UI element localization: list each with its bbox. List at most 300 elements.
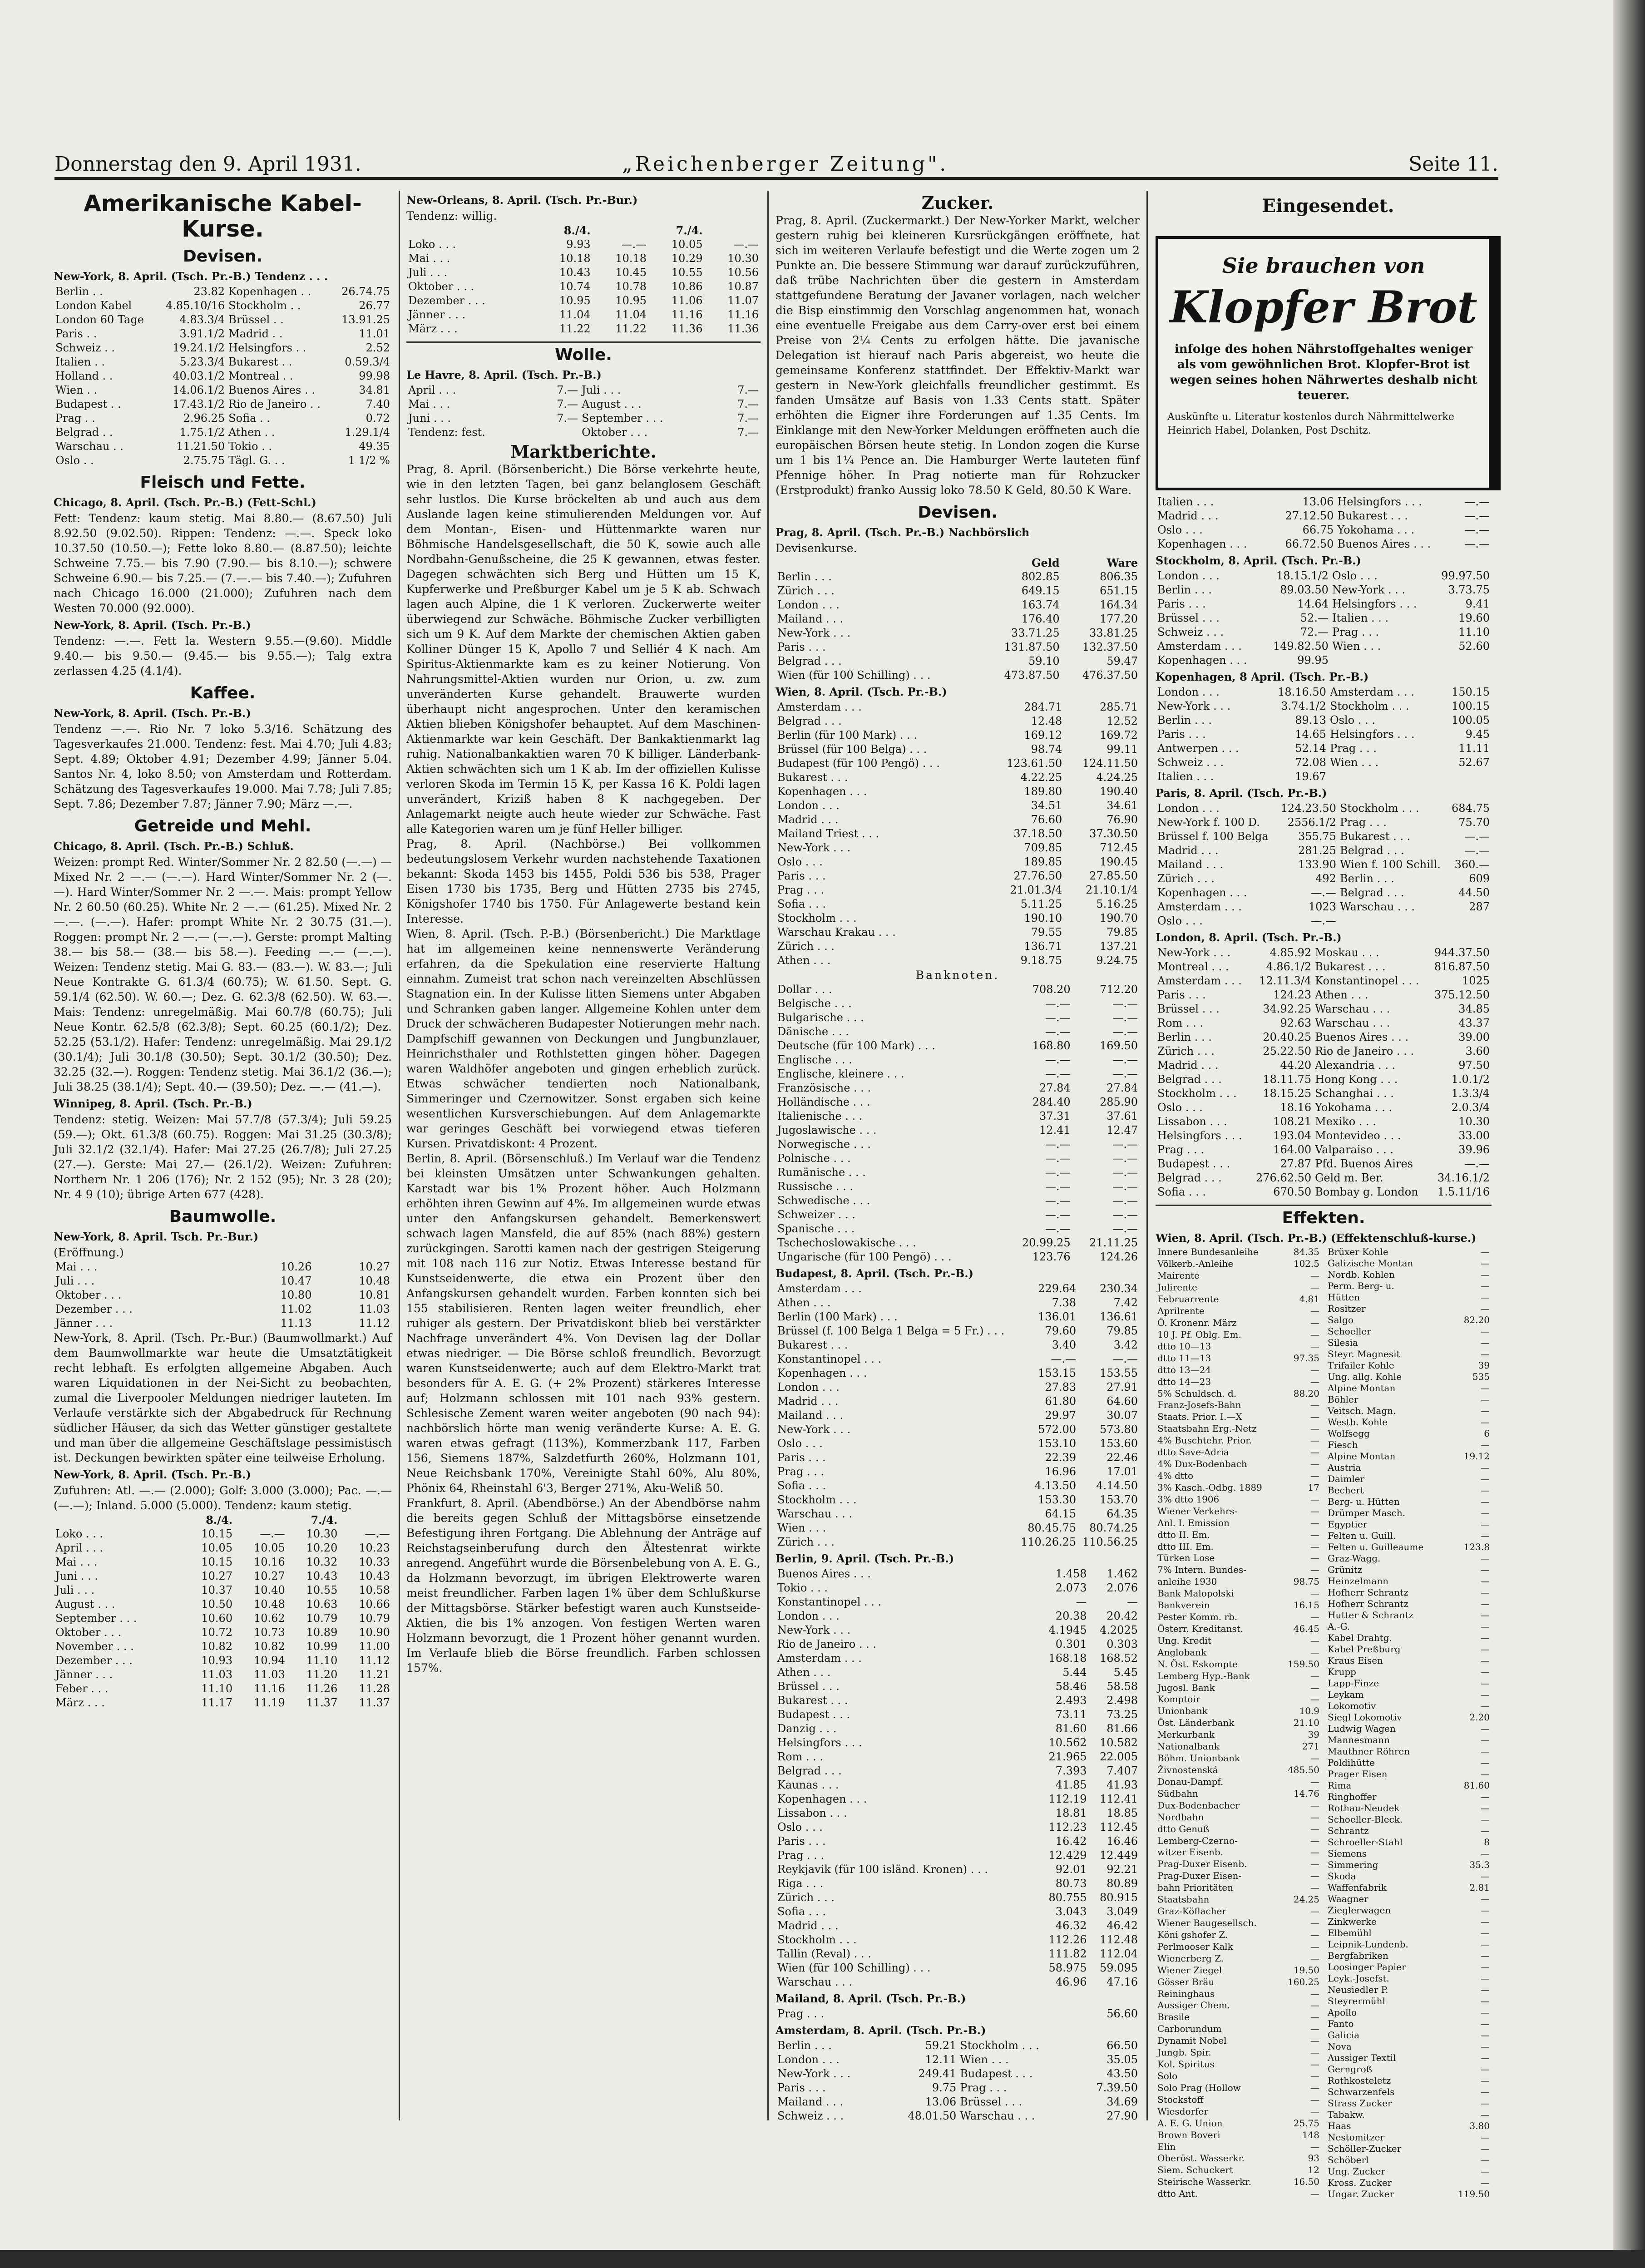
table-row bbox=[1156, 1717, 1321, 1729]
table-row bbox=[776, 1820, 1140, 1834]
table-cell: 153.15 bbox=[1038, 1367, 1077, 1379]
table-cell: dtto 10—13 bbox=[1157, 1340, 1211, 1352]
table-cell: London 60 Tage bbox=[55, 313, 144, 326]
table-cell: Kopenhagen . . . bbox=[1157, 654, 1247, 667]
table-row bbox=[776, 2067, 1140, 2081]
table-cell: Mailand . . . bbox=[777, 1409, 844, 1422]
table-cell: Warschau . . . bbox=[1315, 1017, 1390, 1029]
table-cell: 16.96 bbox=[1045, 1465, 1077, 1478]
ad-headline: Sie brauchen von bbox=[1222, 253, 1425, 278]
table-cell: Wienerberg Z. bbox=[1157, 1952, 1224, 1964]
table-cell: 73.11 bbox=[1055, 1708, 1087, 1721]
table-cell: —.— bbox=[1045, 1152, 1071, 1165]
table-row bbox=[54, 1696, 392, 1710]
table-row bbox=[1156, 611, 1492, 625]
table-cell: 10.23 bbox=[359, 1542, 390, 1554]
table-cell: Madrid . . . bbox=[777, 1395, 839, 1408]
table-cell: — bbox=[1310, 1682, 1319, 1693]
table-row bbox=[1156, 1729, 1321, 1741]
table-cell: —.— bbox=[1045, 1180, 1071, 1193]
table-cell: Innere Bundesanleihe bbox=[1157, 1246, 1259, 1258]
table-row bbox=[1156, 1847, 1321, 1858]
table-row bbox=[1156, 1858, 1321, 1870]
table-cell: 124.23 bbox=[1273, 988, 1312, 1001]
table-cell: 150.15 bbox=[1452, 686, 1490, 698]
table-cell: 27.83 bbox=[1045, 1381, 1077, 1393]
table-row bbox=[776, 1194, 1140, 1208]
table-cell: Staatsbahn bbox=[1157, 1894, 1210, 1905]
table-cell: — bbox=[1481, 2098, 1490, 2109]
table-row bbox=[1326, 2052, 1492, 2064]
table-cell: 670.50 bbox=[1273, 1186, 1312, 1198]
table-cell: Zürich . . . bbox=[777, 1536, 835, 1548]
table-row bbox=[1156, 1458, 1321, 1470]
table-cell: Belgrad . . . bbox=[777, 655, 842, 667]
table-cell: 10.62 bbox=[254, 1612, 285, 1625]
table-cell: dtto 11—13 bbox=[1157, 1352, 1211, 1364]
table-row bbox=[1326, 2007, 1492, 2018]
table-row bbox=[1326, 1632, 1492, 1644]
table-row bbox=[1156, 1529, 1321, 1541]
table-row bbox=[54, 1640, 392, 1654]
table-cell: Schroeller-Stahl bbox=[1328, 1837, 1403, 1848]
table-cell: 2.076 bbox=[1107, 1581, 1138, 1594]
table-cell: Öst. Länderbank bbox=[1157, 1717, 1235, 1729]
table-cell: — bbox=[1310, 1799, 1319, 1811]
table-cell: 136.71 bbox=[1024, 940, 1062, 953]
table-cell: 5.44 bbox=[1062, 1666, 1087, 1679]
table-cell: Loko . . . bbox=[408, 238, 456, 251]
table-cell: 10.43 bbox=[359, 1570, 390, 1582]
table-cell: 20.38 bbox=[1055, 1610, 1087, 1622]
table-cell: 7.407 bbox=[1107, 1764, 1138, 1777]
table-cell: —.— bbox=[1051, 1353, 1077, 1365]
table-cell: Lissabon . . . bbox=[777, 1807, 847, 1819]
table-cell: Oslo . . . bbox=[1157, 1101, 1203, 1114]
table-cell: 80.45.75 bbox=[1028, 1522, 1077, 1534]
table-row bbox=[776, 883, 1140, 897]
table-cell: Kabel Preßburg bbox=[1328, 1644, 1401, 1655]
table-cell: 169.50 bbox=[1100, 1039, 1138, 1052]
table-cell: 712.20 bbox=[1100, 983, 1138, 996]
table-cell: Rio de Janeiro . . . bbox=[1315, 1045, 1414, 1057]
table-cell: 97.50 bbox=[1458, 1059, 1490, 1072]
table-cell: 10.90 bbox=[359, 1626, 390, 1639]
table-cell: — bbox=[1481, 1496, 1490, 1507]
table-cell: Köni gshofer Z. bbox=[1157, 1929, 1228, 1940]
table-row bbox=[776, 2053, 1140, 2067]
table-cell: Donau-Dampf. bbox=[1157, 1776, 1224, 1787]
table-cell: 100.05 bbox=[1452, 714, 1490, 726]
table-cell: 10.15 bbox=[201, 1556, 233, 1568]
table-cell: Stockstoff bbox=[1157, 2094, 1204, 2105]
table-cell: 11.11 bbox=[1458, 742, 1490, 755]
table-row bbox=[406, 425, 761, 440]
table-cell: Bombay g. London bbox=[1315, 1186, 1418, 1198]
dateline: Winnipeg, 8. April. (Tsch. Pr.-B.) bbox=[54, 1097, 252, 1110]
table-cell: 10.47 bbox=[280, 1275, 312, 1287]
table-cell: Buenos Aires . . . bbox=[777, 1567, 871, 1580]
header-masthead: „Reichenberger Zeitung". bbox=[622, 153, 949, 176]
table-header-cell: 8./4. bbox=[206, 1513, 233, 1527]
table-cell: 1.458 bbox=[1055, 1567, 1087, 1580]
table-cell: — bbox=[1310, 1282, 1319, 1293]
table-row bbox=[776, 785, 1140, 799]
table-row bbox=[776, 1877, 1140, 1891]
table-cell: 153.30 bbox=[1038, 1493, 1077, 1506]
table-cell: — bbox=[1310, 2094, 1319, 2105]
table-row bbox=[54, 454, 392, 468]
table-cell: 19.12 bbox=[1463, 1451, 1490, 1462]
table-cell: Belgische . . . bbox=[777, 997, 852, 1010]
dateline: Le Havre, 8. April. (Tsch. Pr.-B.) bbox=[406, 368, 602, 381]
table-cell: Oslo . . . bbox=[777, 855, 823, 868]
table-cell: 11.20 bbox=[306, 1668, 338, 1681]
table-cell: 76.60 bbox=[1031, 813, 1062, 826]
table-cell: Oslo . . . bbox=[1157, 524, 1203, 536]
table-row bbox=[1156, 597, 1492, 611]
table-cell: — bbox=[1481, 1621, 1490, 1632]
table-cell: Kaunas . . . bbox=[777, 1779, 839, 1791]
table-row bbox=[54, 341, 392, 355]
table-cell: — bbox=[1481, 1734, 1490, 1745]
table-cell: Athen . . . bbox=[777, 1666, 831, 1679]
table-row bbox=[1156, 1882, 1321, 1894]
table-cell: Berlin . . . bbox=[1157, 714, 1212, 726]
table-cell: 2.81 bbox=[1469, 1882, 1490, 1893]
table-cell: Amsterdam . . . bbox=[1329, 686, 1414, 698]
table-cell: 5% Schuldsch. d. bbox=[1157, 1388, 1237, 1399]
table-cell: 149.82.50 bbox=[1273, 640, 1329, 652]
table-cell: 11.10 bbox=[1458, 626, 1490, 638]
table-row bbox=[776, 869, 1140, 883]
table-row bbox=[1156, 1030, 1492, 1044]
table-row bbox=[54, 1611, 392, 1626]
table-row bbox=[1156, 2023, 1321, 2035]
table-cell: 41.93 bbox=[1107, 1779, 1138, 1791]
table-cell: Wolfsegg bbox=[1328, 1428, 1370, 1439]
table-cell: — bbox=[1310, 1941, 1319, 1952]
section-title-devisen: Devisen. bbox=[183, 247, 263, 266]
table-cell: — bbox=[1481, 1916, 1490, 1927]
table-cell: 136.61 bbox=[1100, 1310, 1138, 1323]
table-cell: 23.82 bbox=[193, 285, 225, 298]
table-cell: — bbox=[1481, 2166, 1490, 2177]
table-cell: Belgrad . . bbox=[55, 426, 113, 439]
table-cell: —.— bbox=[1464, 538, 1490, 550]
table-cell: Kopenhagen . . . bbox=[777, 1793, 867, 1805]
table-cell: 7.— bbox=[737, 426, 759, 439]
table-cell: 816.87.50 bbox=[1434, 960, 1490, 973]
table-cell: September . . . bbox=[582, 412, 663, 425]
table-cell: Paris . . . bbox=[1157, 728, 1206, 741]
table-cell: 79.85 bbox=[1107, 1324, 1138, 1337]
table-row bbox=[776, 939, 1140, 954]
table-row bbox=[1326, 1519, 1492, 1530]
table-cell: — bbox=[1481, 1803, 1490, 1813]
table-cell: 59.47 bbox=[1107, 655, 1138, 667]
table-cell: dtto II. Em. bbox=[1157, 1529, 1210, 1540]
table-cell: 11.16 bbox=[671, 308, 703, 321]
table-cell: Jänner . . . bbox=[55, 1668, 113, 1681]
table-row bbox=[1326, 1757, 1492, 1769]
table-cell: Grünitz bbox=[1328, 1564, 1363, 1575]
table-cell: 33.81.25 bbox=[1089, 627, 1138, 639]
table-row bbox=[776, 654, 1140, 668]
table-cell: Warschau . . . bbox=[960, 2110, 1035, 2122]
table-cell: Zürich . . . bbox=[777, 1891, 835, 1904]
table-cell: 2.20 bbox=[1469, 1712, 1490, 1723]
table-cell: Jugosl. Bank bbox=[1157, 1682, 1215, 1693]
table-cell: — bbox=[1481, 1485, 1490, 1496]
subheading: (Eröffnung.) bbox=[54, 1246, 124, 1259]
table-cell: — bbox=[1481, 1927, 1490, 1938]
table-cell: Merkurbank bbox=[1157, 1729, 1215, 1740]
table-row bbox=[1326, 1962, 1492, 1973]
table-cell: Alexandria . . . bbox=[1315, 1059, 1396, 1072]
table-cell: Konstantinopel . . . bbox=[777, 1596, 882, 1608]
table-row bbox=[776, 1394, 1140, 1408]
table-cell: 43.50 bbox=[1107, 2067, 1138, 2080]
table-row bbox=[1326, 1644, 1492, 1655]
table-row bbox=[54, 1668, 392, 1682]
table-row bbox=[776, 1137, 1140, 1151]
table-cell: 153.60 bbox=[1100, 1437, 1138, 1450]
table-cell: Hofherr Schrantz bbox=[1328, 1598, 1408, 1609]
table-cell: 190.70 bbox=[1100, 912, 1138, 924]
table-row bbox=[1156, 1764, 1321, 1776]
table-cell: Schoeller-Bleck. bbox=[1328, 1814, 1403, 1825]
table-cell: 10.89 bbox=[306, 1626, 338, 1639]
table-row bbox=[1156, 1588, 1321, 1600]
table-row bbox=[1156, 639, 1492, 653]
table-cell: Riga . . . bbox=[777, 1877, 824, 1890]
table-cell: 35.3 bbox=[1469, 1859, 1490, 1870]
table-row bbox=[1156, 1294, 1321, 1305]
table-cell: 168.52 bbox=[1100, 1652, 1138, 1665]
table-cell: Helsingfors . . . bbox=[777, 1736, 862, 1749]
table-cell: Oslo . . bbox=[55, 454, 94, 467]
table-cell: —.— bbox=[1464, 524, 1490, 536]
table-cell: Zürich . . . bbox=[777, 940, 835, 953]
table-row bbox=[1156, 1399, 1321, 1411]
table-cell: 20.42 bbox=[1107, 1610, 1138, 1622]
table-row bbox=[776, 1975, 1140, 1989]
table-cell: 10.95 bbox=[615, 294, 647, 307]
table-cell: 10.81 bbox=[359, 1289, 390, 1301]
table-cell: 30.07 bbox=[1107, 1409, 1138, 1422]
table-row bbox=[54, 299, 392, 313]
table-cell: Lokomotiv bbox=[1328, 1700, 1376, 1711]
table-cell: — bbox=[1310, 2070, 1319, 2081]
table-cell: — bbox=[1481, 2086, 1490, 2097]
table-cell: — bbox=[1310, 2000, 1319, 2011]
table-cell: 80.73 bbox=[1055, 1877, 1087, 1890]
table-cell: 10.16 bbox=[254, 1556, 285, 1568]
prag-devisen-table bbox=[776, 556, 1140, 682]
table-cell: Oslo . . . bbox=[1329, 714, 1375, 726]
table-row bbox=[1156, 1087, 1492, 1101]
table-cell: Budapest . . . bbox=[960, 2067, 1033, 2080]
table-cell: 10.55 bbox=[306, 1584, 338, 1596]
table-row bbox=[54, 1682, 392, 1696]
table-row bbox=[776, 1651, 1140, 1665]
table-cell: 132.37.50 bbox=[1082, 641, 1138, 653]
table-cell: — bbox=[1481, 1405, 1490, 1416]
report-text: Zufuhren: Atl. —.— (2.000); Golf: 3.000 (3.000); Pac. —.— (—.—); Inland. 5.000 (5.000). Tendenz: kaum stetig. bbox=[54, 1484, 392, 1512]
table-row bbox=[1326, 1269, 1492, 1280]
table-cell: 124.11.50 bbox=[1082, 757, 1138, 770]
table-cell: Elin bbox=[1157, 2141, 1176, 2152]
table-cell: 3.60 bbox=[1465, 1045, 1490, 1057]
table-cell: Wien f. 100 Schill. bbox=[1339, 858, 1441, 871]
table-cell: 18.15.25 bbox=[1263, 1087, 1312, 1100]
table-cell: Brown Boveri bbox=[1157, 2129, 1220, 2140]
table-cell: 12.48 bbox=[1031, 715, 1062, 727]
table-cell: — bbox=[1481, 1905, 1490, 1916]
table-cell: Sofia . . . bbox=[777, 1905, 826, 1918]
table-cell: Stockholm . . bbox=[228, 299, 301, 312]
table-cell: Rumänische . . . bbox=[777, 1166, 866, 1179]
header-date: Donnerstag den 9. April 1931. bbox=[54, 153, 361, 176]
table-cell: Belgrad . . . bbox=[1157, 1073, 1222, 1086]
table-row bbox=[1326, 2132, 1492, 2143]
table-cell: Oberöst. Wasserkr. bbox=[1157, 2153, 1245, 2164]
table-cell: Steirische Wasserkr. bbox=[1157, 2176, 1251, 2188]
table-row bbox=[1156, 1171, 1492, 1185]
table-cell: Prag . . . bbox=[777, 884, 825, 896]
page-bottom-shadow bbox=[0, 2250, 1645, 2268]
table-row bbox=[1326, 1496, 1492, 1507]
table-cell: 24.25 bbox=[1293, 1894, 1319, 1905]
table-cell: Mexiko . . . bbox=[1315, 1115, 1376, 1128]
table-cell: 0.301 bbox=[1055, 1638, 1087, 1650]
table-row bbox=[54, 285, 392, 299]
section-title-devisen: Devisen. bbox=[918, 503, 998, 522]
table-row bbox=[1156, 1941, 1321, 1952]
table-cell: Austria bbox=[1328, 1462, 1361, 1473]
table-cell: Buenos Aires . . bbox=[228, 384, 315, 396]
table-row bbox=[776, 1507, 1140, 1521]
table-row bbox=[1156, 1929, 1321, 1941]
table-cell: Dollar . . . bbox=[777, 983, 832, 996]
table-row bbox=[776, 2095, 1140, 2109]
devisen-table bbox=[54, 285, 392, 468]
table-cell: Böhler bbox=[1328, 1394, 1358, 1405]
table-cell: 284.71 bbox=[1024, 701, 1062, 713]
table-cell: — bbox=[1481, 1326, 1490, 1337]
table-row bbox=[1156, 2176, 1321, 2188]
table-row bbox=[1156, 569, 1492, 583]
table-row bbox=[776, 1039, 1140, 1053]
table-cell: 13.91.25 bbox=[341, 313, 390, 326]
table-cell: 276.62.50 bbox=[1256, 1171, 1312, 1184]
table-cell: Warschau Krakau . . . bbox=[777, 926, 896, 939]
table-row bbox=[1156, 2047, 1321, 2059]
table-cell: 112.04 bbox=[1100, 1947, 1138, 1960]
table-row bbox=[1156, 1564, 1321, 1576]
table-row bbox=[54, 411, 392, 425]
table-cell: 82.20 bbox=[1463, 1314, 1490, 1325]
table-row bbox=[1326, 1337, 1492, 1349]
table-cell: Paris . . . bbox=[777, 2081, 826, 2094]
table-row bbox=[1326, 1292, 1492, 1303]
table-cell: 8 bbox=[1484, 1837, 1490, 1848]
table-cell: Felten u. Guill. bbox=[1328, 1530, 1396, 1541]
table-cell: Mailand . . . bbox=[777, 2095, 844, 2108]
table-cell: 34.51 bbox=[1031, 799, 1062, 812]
table-cell: — bbox=[1481, 1814, 1490, 1825]
table-row bbox=[776, 640, 1140, 654]
table-cell: Jugoslawische . . . bbox=[777, 1124, 877, 1136]
section-title-wolle: Wolle. bbox=[406, 341, 761, 365]
table-header-cell bbox=[776, 556, 983, 570]
table-cell: Helsingfors . . . bbox=[1157, 1129, 1242, 1142]
table-cell: Apollo bbox=[1328, 2007, 1357, 2018]
table-cell: Ung. allg. Kohle bbox=[1328, 1371, 1402, 1382]
table-cell: 11.12 bbox=[359, 1654, 390, 1667]
dateline: Mailand, 8. April. (Tsch. Pr.-B.) bbox=[776, 1992, 966, 2005]
table-cell: 25.75 bbox=[1293, 2117, 1319, 2129]
table-cell: 46.32 bbox=[1055, 1919, 1087, 1932]
table-row bbox=[1326, 1485, 1492, 1496]
table-cell: — bbox=[1310, 2035, 1319, 2046]
table-row bbox=[1156, 1002, 1492, 1016]
table-cell: 177.20 bbox=[1100, 613, 1138, 625]
table-row bbox=[776, 1109, 1140, 1123]
table-cell: Italien . . bbox=[55, 356, 105, 368]
table-cell: 16.46 bbox=[1107, 1835, 1138, 1848]
table-cell: Amsterdam . . . bbox=[777, 1652, 862, 1665]
table-cell: — bbox=[1310, 1858, 1319, 1870]
table-row bbox=[776, 1493, 1140, 1507]
table-cell: — bbox=[1310, 1423, 1319, 1434]
table-cell: Berlin . . . bbox=[777, 2039, 832, 2052]
table-cell: Bechert bbox=[1328, 1485, 1364, 1496]
table-cell: 58.46 bbox=[1055, 1680, 1087, 1693]
table-cell: Veitsch. Magn. bbox=[1328, 1405, 1396, 1416]
table-cell: Wien . . . bbox=[1332, 640, 1381, 652]
table-cell: 10.82 bbox=[254, 1640, 285, 1653]
table-cell: 3.80 bbox=[1469, 2120, 1490, 2131]
table-cell: 19.24.1/2 bbox=[173, 341, 225, 354]
table-cell: Kopenhagen . . . bbox=[1157, 538, 1247, 550]
table-cell: Heinzelmann bbox=[1328, 1576, 1388, 1586]
table-row bbox=[776, 1465, 1140, 1479]
table-cell: Lapp-Finze bbox=[1328, 1678, 1379, 1689]
table-cell: April . . . bbox=[55, 1542, 104, 1554]
table-row bbox=[1326, 1984, 1492, 1996]
table-cell: 148 bbox=[1302, 2129, 1319, 2140]
table-cell: 21.10 bbox=[1293, 1717, 1319, 1729]
table-cell: 79.85 bbox=[1107, 926, 1138, 939]
table-cell: 190.45 bbox=[1100, 855, 1138, 868]
table-cell: 10.55 bbox=[671, 266, 703, 279]
table-cell: New-York . . . bbox=[777, 2067, 851, 2080]
table-cell: 2.75.75 bbox=[183, 454, 225, 467]
table-cell: Mai . . . bbox=[408, 398, 450, 410]
table-row bbox=[1326, 2154, 1492, 2166]
table-row bbox=[406, 237, 761, 252]
table-cell: Paris . . . bbox=[777, 1451, 826, 1464]
table-cell: London . . . bbox=[777, 598, 840, 611]
dateline: Chicago, 8. April. (Tsch. Pr.-B.) (Fett-Schl.) bbox=[54, 496, 316, 509]
table-cell: 164.34 bbox=[1100, 598, 1138, 611]
table-cell: 0.59.3/4 bbox=[345, 356, 390, 368]
table-cell: 10.43 bbox=[559, 266, 591, 279]
column-2 bbox=[406, 191, 761, 2120]
table-cell: 10.73 bbox=[254, 1626, 285, 1639]
